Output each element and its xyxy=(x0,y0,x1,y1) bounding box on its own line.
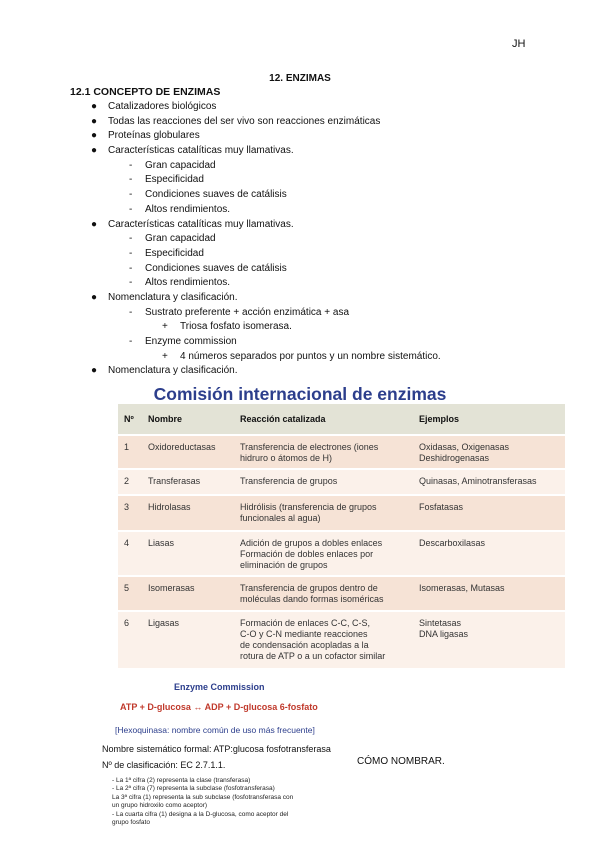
outline-item xyxy=(0,173,600,188)
dash-marker: - xyxy=(129,306,133,318)
outline-item-text: Sustrato preferente + acción enzimática + asa xyxy=(145,306,350,318)
class-examples: Sintetasas DNA ligasas xyxy=(413,611,565,668)
bullet-icon: ● xyxy=(91,130,98,142)
bullet-icon: ● xyxy=(91,145,98,157)
catalyzed-reaction: Transferencia de electrones (iones hidruro o átomos de H) xyxy=(234,435,413,469)
bullet-icon: ● xyxy=(91,218,98,230)
plus-marker: + xyxy=(162,350,168,362)
outline-item-text: Altos rendimientos. xyxy=(145,203,231,215)
outline-item xyxy=(0,159,600,174)
class-number: 4 xyxy=(118,531,142,576)
systematic-name: Nombre sistemático formal: ATP:glucosa fosfotransferasa xyxy=(102,744,331,754)
outline-item-text: Condiciones suaves de catálisis xyxy=(145,262,287,274)
ec-digit-notes: - La 1ª cifra (2) representa la clase (transferasa) - La 2ª cifra (7) representa la subclase (fosfotransferasa) La 3ª cifra (1) representa la sub subclase (fosfotransferasa con un grupo hidroxilo como aceptor) - La cuarta cifra (1) designa a la D-glucosa, como aceptor del grupo fosfato xyxy=(112,777,294,827)
outline-item xyxy=(0,129,600,144)
hexokinase-reaction: ATP + D-glucosa ↔ ADP + D-glucosa 6-fosfato xyxy=(120,702,318,712)
catalyzed-reaction: Hidrólisis (transferencia de grupos funcionales al agua) xyxy=(234,495,413,531)
outline-item xyxy=(0,188,600,203)
ec-classification-table xyxy=(118,404,565,668)
class-number: 1 xyxy=(118,435,142,469)
dash-marker: - xyxy=(129,247,133,259)
class-name: Transferasas xyxy=(142,469,234,495)
catalyzed-reaction: Formación de enlaces C-C, C-S, C-O y C-N mediante reacciones de condensación acopladas a la rotura de ATP o a un cofactor similar xyxy=(234,611,413,668)
class-examples: Oxidasas, Oxigenasas Deshidrogenasas xyxy=(413,435,565,469)
outline-item-text: Características catalíticas muy llamativas. xyxy=(108,218,294,230)
outline-item xyxy=(0,320,600,335)
outline-item-text: Condiciones suaves de catálisis xyxy=(145,189,287,201)
outline-item xyxy=(0,276,600,291)
slide-title: Comisión internacional de enzimas xyxy=(153,384,447,404)
bullet-icon: ● xyxy=(91,291,98,303)
class-examples: Fosfatasas xyxy=(413,495,565,531)
outline-item-text: Especificidad xyxy=(145,174,204,186)
outline-item-text: Proteínas globulares xyxy=(108,130,200,142)
outline-item-text: Enzyme commission xyxy=(145,336,237,347)
table-row xyxy=(118,531,565,576)
author-initials: JH xyxy=(512,38,526,50)
table-row xyxy=(118,469,565,495)
bullet-icon: ● xyxy=(91,101,98,112)
class-examples: Isomerasas, Mutasas xyxy=(413,576,565,611)
outline-item-text: Gran capacidad xyxy=(145,233,216,245)
header-name: Nombre xyxy=(142,404,234,435)
catalyzed-reaction: Adición de grupos a dobles enlaces Formación de dobles enlaces por eliminación de grupos xyxy=(234,531,413,576)
catalyzed-reaction: Transferencia de grupos xyxy=(234,469,413,495)
outline-item xyxy=(0,335,600,350)
outline-item xyxy=(0,203,600,218)
enzyme-commission-title: Enzyme Commission xyxy=(174,682,265,692)
class-name: Isomerasas xyxy=(142,576,234,611)
outline-item-text: Nomenclatura y clasificación. xyxy=(108,365,238,377)
bullet-icon: ● xyxy=(91,365,98,377)
dash-marker: - xyxy=(129,233,133,245)
outline-item-text: Especificidad xyxy=(145,247,204,259)
outline-item-text: Todas las reacciones del ser vivo son reacciones enzimáticas xyxy=(108,115,381,127)
dash-marker: - xyxy=(129,159,133,171)
chapter-title: 12. ENZIMAS xyxy=(269,73,331,84)
class-name: Liasas xyxy=(142,531,234,576)
catalyzed-reaction: Transferencia de grupos dentro de moléculas dando formas isoméricas xyxy=(234,576,413,611)
outline-item xyxy=(0,350,600,365)
outline-item xyxy=(0,144,600,159)
outline-item xyxy=(0,247,600,262)
outline-item xyxy=(0,115,600,130)
outline-item xyxy=(0,291,600,306)
dash-marker: - xyxy=(129,174,133,186)
section-title: 12.1 CONCEPTO DE ENZIMAS xyxy=(70,86,221,98)
class-examples: Quinasas, Aminotransferasas xyxy=(413,469,565,495)
dash-marker: - xyxy=(129,189,133,201)
outline-item xyxy=(0,306,600,321)
table-row xyxy=(118,576,565,611)
dash-marker: - xyxy=(129,262,133,274)
outline-item-text: 4 números separados por puntos y un nombre sistemático. xyxy=(180,350,441,362)
class-name: Hidrolasas xyxy=(142,495,234,531)
concept-outline xyxy=(0,100,600,379)
class-number: 6 xyxy=(118,611,142,668)
table-row xyxy=(118,611,565,668)
bullet-icon: ● xyxy=(91,115,98,127)
outline-item-text: Triosa fosfato isomerasa. xyxy=(180,321,292,333)
outline-item xyxy=(0,100,600,115)
header-examples: Ejemplos xyxy=(413,404,565,435)
class-number: 3 xyxy=(118,495,142,531)
table-header-row xyxy=(118,404,565,435)
outline-item xyxy=(0,232,600,247)
table-row xyxy=(118,435,565,469)
outline-item-text: Altos rendimientos. xyxy=(145,277,231,289)
outline-item-text: Nomenclatura y clasificación. xyxy=(108,291,238,303)
class-examples: Descarboxilasas xyxy=(413,531,565,576)
ec-number: Nº de clasificación: EC 2.7.1.1. xyxy=(102,760,226,770)
outline-item xyxy=(0,262,600,277)
dash-marker: - xyxy=(129,336,133,347)
outline-item-text: Gran capacidad xyxy=(145,159,216,171)
how-to-name-heading: CÓMO NOMBRAR. xyxy=(357,756,445,767)
class-name: Ligasas xyxy=(142,611,234,668)
dash-marker: - xyxy=(129,277,133,289)
dash-marker: - xyxy=(129,203,133,215)
common-name-note: [Hexoquinasa: nombre común de uso más frecuente] xyxy=(115,725,315,735)
plus-marker: + xyxy=(162,321,168,333)
outline-item-text: Características catalíticas muy llamativas. xyxy=(108,145,294,157)
class-number: 2 xyxy=(118,469,142,495)
header-reaction: Reacción catalizada xyxy=(234,404,413,435)
class-name: Oxidoreductasas xyxy=(142,435,234,469)
table-row xyxy=(118,495,565,531)
class-number: 5 xyxy=(118,576,142,611)
outline-item xyxy=(0,218,600,233)
outline-item xyxy=(0,364,600,379)
header-number: Nº xyxy=(118,404,142,435)
outline-item-text: Catalizadores biológicos xyxy=(108,101,217,112)
